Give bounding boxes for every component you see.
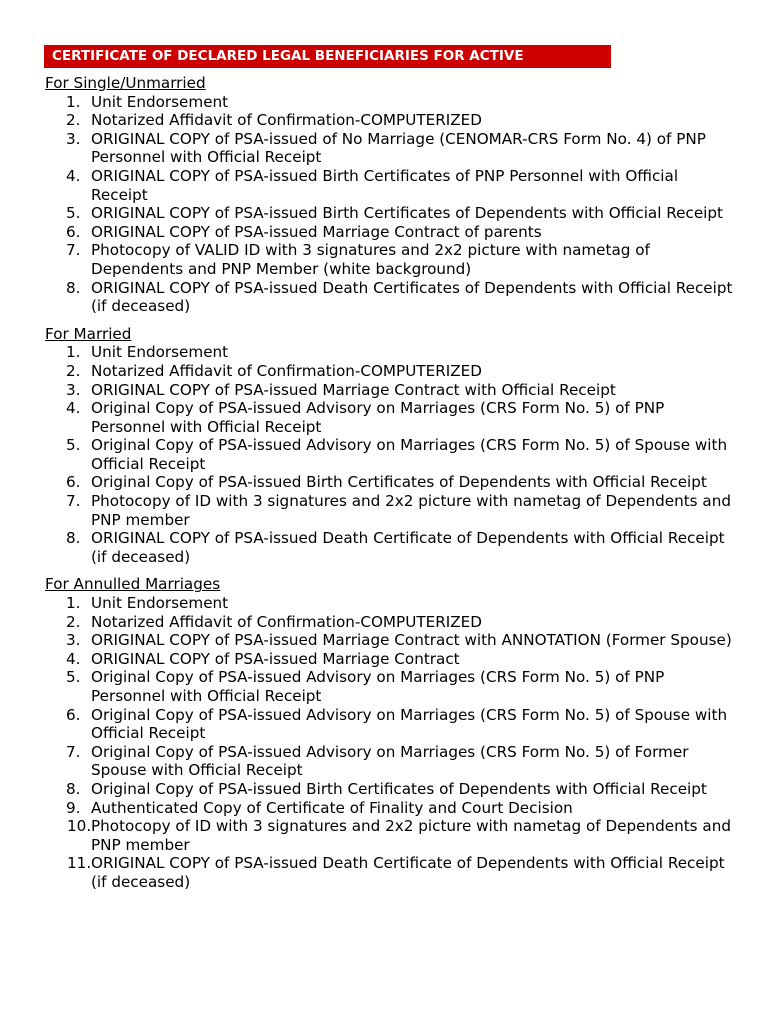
item-text: Photocopy of ID with 3 signatures and 2x2 picture with nametag of Dependents and PNP member [91, 492, 731, 529]
section-married [45, 325, 735, 567]
item-text: ORIGINAL COPY of PSA-issued Marriage Contract with Official Receipt [91, 380, 616, 399]
item-text: Original Copy of PSA-issued Advisory on Marriages (CRS Form No. 5) of PNP Personnel with Official Receipt [91, 399, 665, 436]
list-item [45, 613, 735, 632]
item-number: 9. [66, 798, 81, 817]
document-body [45, 74, 735, 892]
item-number: 5. [66, 436, 81, 455]
list-item [45, 223, 735, 242]
section-single-unmarried [45, 74, 735, 316]
item-number: 2. [66, 612, 81, 631]
item-text: Unit Endorsement [91, 343, 229, 362]
requirements-list [45, 343, 735, 566]
item-number: 4. [66, 399, 81, 418]
item-number: 1. [66, 343, 81, 362]
list-item [45, 668, 735, 705]
item-text: Original Copy of PSA-issued Birth Certificates of Dependents with Official Receipt [91, 779, 707, 798]
list-item [45, 343, 735, 362]
list-item [45, 93, 735, 112]
item-number: 7. [66, 241, 81, 260]
item-text: Notarized Affidavit of Confirmation-COMPUTERIZED [91, 612, 482, 631]
list-item [45, 473, 735, 492]
item-number: 5. [66, 668, 81, 687]
item-text: Original Copy of PSA-issued Advisory on Marriages (CRS Form No. 5) of Spouse with Official Receipt [91, 705, 728, 743]
item-text: Notarized Affidavit of Confirmation-COMPUTERIZED [91, 361, 482, 380]
list-item [45, 279, 735, 316]
item-number: 3. [66, 631, 81, 650]
item-number: 10. [67, 817, 92, 836]
item-number: 4. [66, 166, 81, 185]
item-text: ORIGINAL COPY of PSA-issued Death Certificate of Dependents with Official Receipt (if deceased) [91, 529, 725, 566]
item-number: 2. [66, 111, 81, 130]
item-number: 6. [66, 222, 81, 241]
item-text: ORIGINAL COPY of PSA-issued Birth Certificates of PNP Personnel with Official Receipt [91, 166, 679, 204]
list-item [45, 706, 735, 743]
item-text: Photocopy of VALID ID with 3 signatures and 2x2 picture with nametag of Dependents and PNP Member (white background) [91, 241, 650, 278]
item-text: Authenticated Copy of Certificate of Finality and Court Decision [91, 798, 573, 817]
item-text: ORIGINAL COPY of PSA-issued Marriage Contract with ANNOTATION (Former Spouse) [91, 631, 732, 650]
item-text: ORIGINAL COPY of PSA-issued Marriage Contract [91, 649, 460, 668]
section-annulled-marriages [45, 575, 735, 891]
list-item [45, 167, 735, 204]
item-number: 2. [66, 361, 81, 380]
item-text: Original Copy of PSA-issued Birth Certificates of Dependents with Official Receipt [91, 473, 707, 492]
item-number: 3. [66, 129, 81, 148]
item-number: 6. [66, 473, 81, 492]
item-text: ORIGINAL COPY of PSA-issued Marriage Contract of parents [91, 222, 542, 241]
item-number: 8. [66, 779, 81, 798]
item-number: 1. [66, 594, 81, 613]
section-spacer [45, 566, 735, 575]
list-item [45, 743, 735, 780]
list-item [45, 817, 735, 854]
list-item [45, 399, 735, 436]
list-item [45, 362, 735, 381]
item-text: Notarized Affidavit of Confirmation-COMPUTERIZED [91, 111, 482, 130]
list-item [45, 854, 735, 891]
item-number: 4. [66, 649, 81, 668]
item-text: Original Copy of PSA-issued Advisory on Marriages (CRS Form No. 5) of PNP Personnel with Official Receipt [91, 668, 665, 705]
list-item [45, 130, 735, 167]
item-number: 11. [67, 854, 92, 873]
item-number: 5. [66, 204, 81, 223]
document-title: CERTIFICATE OF DECLARED LEGAL BENEFICIARIES FOR ACTIVE [44, 45, 611, 68]
list-item [45, 780, 735, 799]
item-text: Original Copy of PSA-issued Advisory on Marriages (CRS Form No. 5) of Spouse with Official Receipt [91, 436, 728, 473]
list-item [45, 204, 735, 223]
item-text: Unit Endorsement [91, 594, 229, 613]
requirements-list [45, 93, 735, 316]
item-text: ORIGINAL COPY of PSA-issued Death Certificates of Dependents with Official Receipt (if deceased) [91, 278, 733, 316]
list-item [45, 492, 735, 529]
list-item [45, 436, 735, 473]
requirements-list [45, 594, 735, 892]
item-text: Unit Endorsement [91, 92, 229, 111]
list-item [45, 381, 735, 400]
list-item [45, 631, 735, 650]
list-item [45, 529, 735, 566]
list-item [45, 111, 735, 130]
list-item [45, 650, 735, 669]
section-heading: For Single/Unmarried [45, 74, 206, 92]
item-number: 3. [66, 380, 81, 399]
list-item [45, 799, 735, 818]
item-number: 1. [66, 92, 81, 111]
item-text: Original Copy of PSA-issued Advisory on Marriages (CRS Form No. 5) of Former Spouse with Official Receipt [91, 742, 689, 780]
item-text: ORIGINAL COPY of PSA-issued Death Certificate of Dependents with Official Receipt (if deceased) [91, 854, 725, 891]
list-item [45, 594, 735, 613]
item-number: 8. [66, 529, 81, 548]
item-number: 7. [66, 492, 81, 511]
list-item [45, 241, 735, 278]
section-heading: For Married [45, 324, 132, 343]
item-number: 8. [66, 278, 81, 297]
section-heading: For Annulled Marriages [45, 575, 221, 594]
item-number: 6. [66, 705, 81, 724]
section-spacer [45, 316, 735, 325]
item-number: 7. [66, 742, 81, 761]
item-text: Photocopy of ID with 3 signatures and 2x2 picture with nametag of Dependents and PNP member [91, 817, 731, 854]
item-text: ORIGINAL COPY of PSA-issued Birth Certificates of Dependents with Official Receipt [91, 204, 724, 223]
item-text: ORIGINAL COPY of PSA-issued of No Marriage (CENOMAR-CRS Form No. 4) of PNP Personnel with Official Receipt [91, 129, 706, 167]
